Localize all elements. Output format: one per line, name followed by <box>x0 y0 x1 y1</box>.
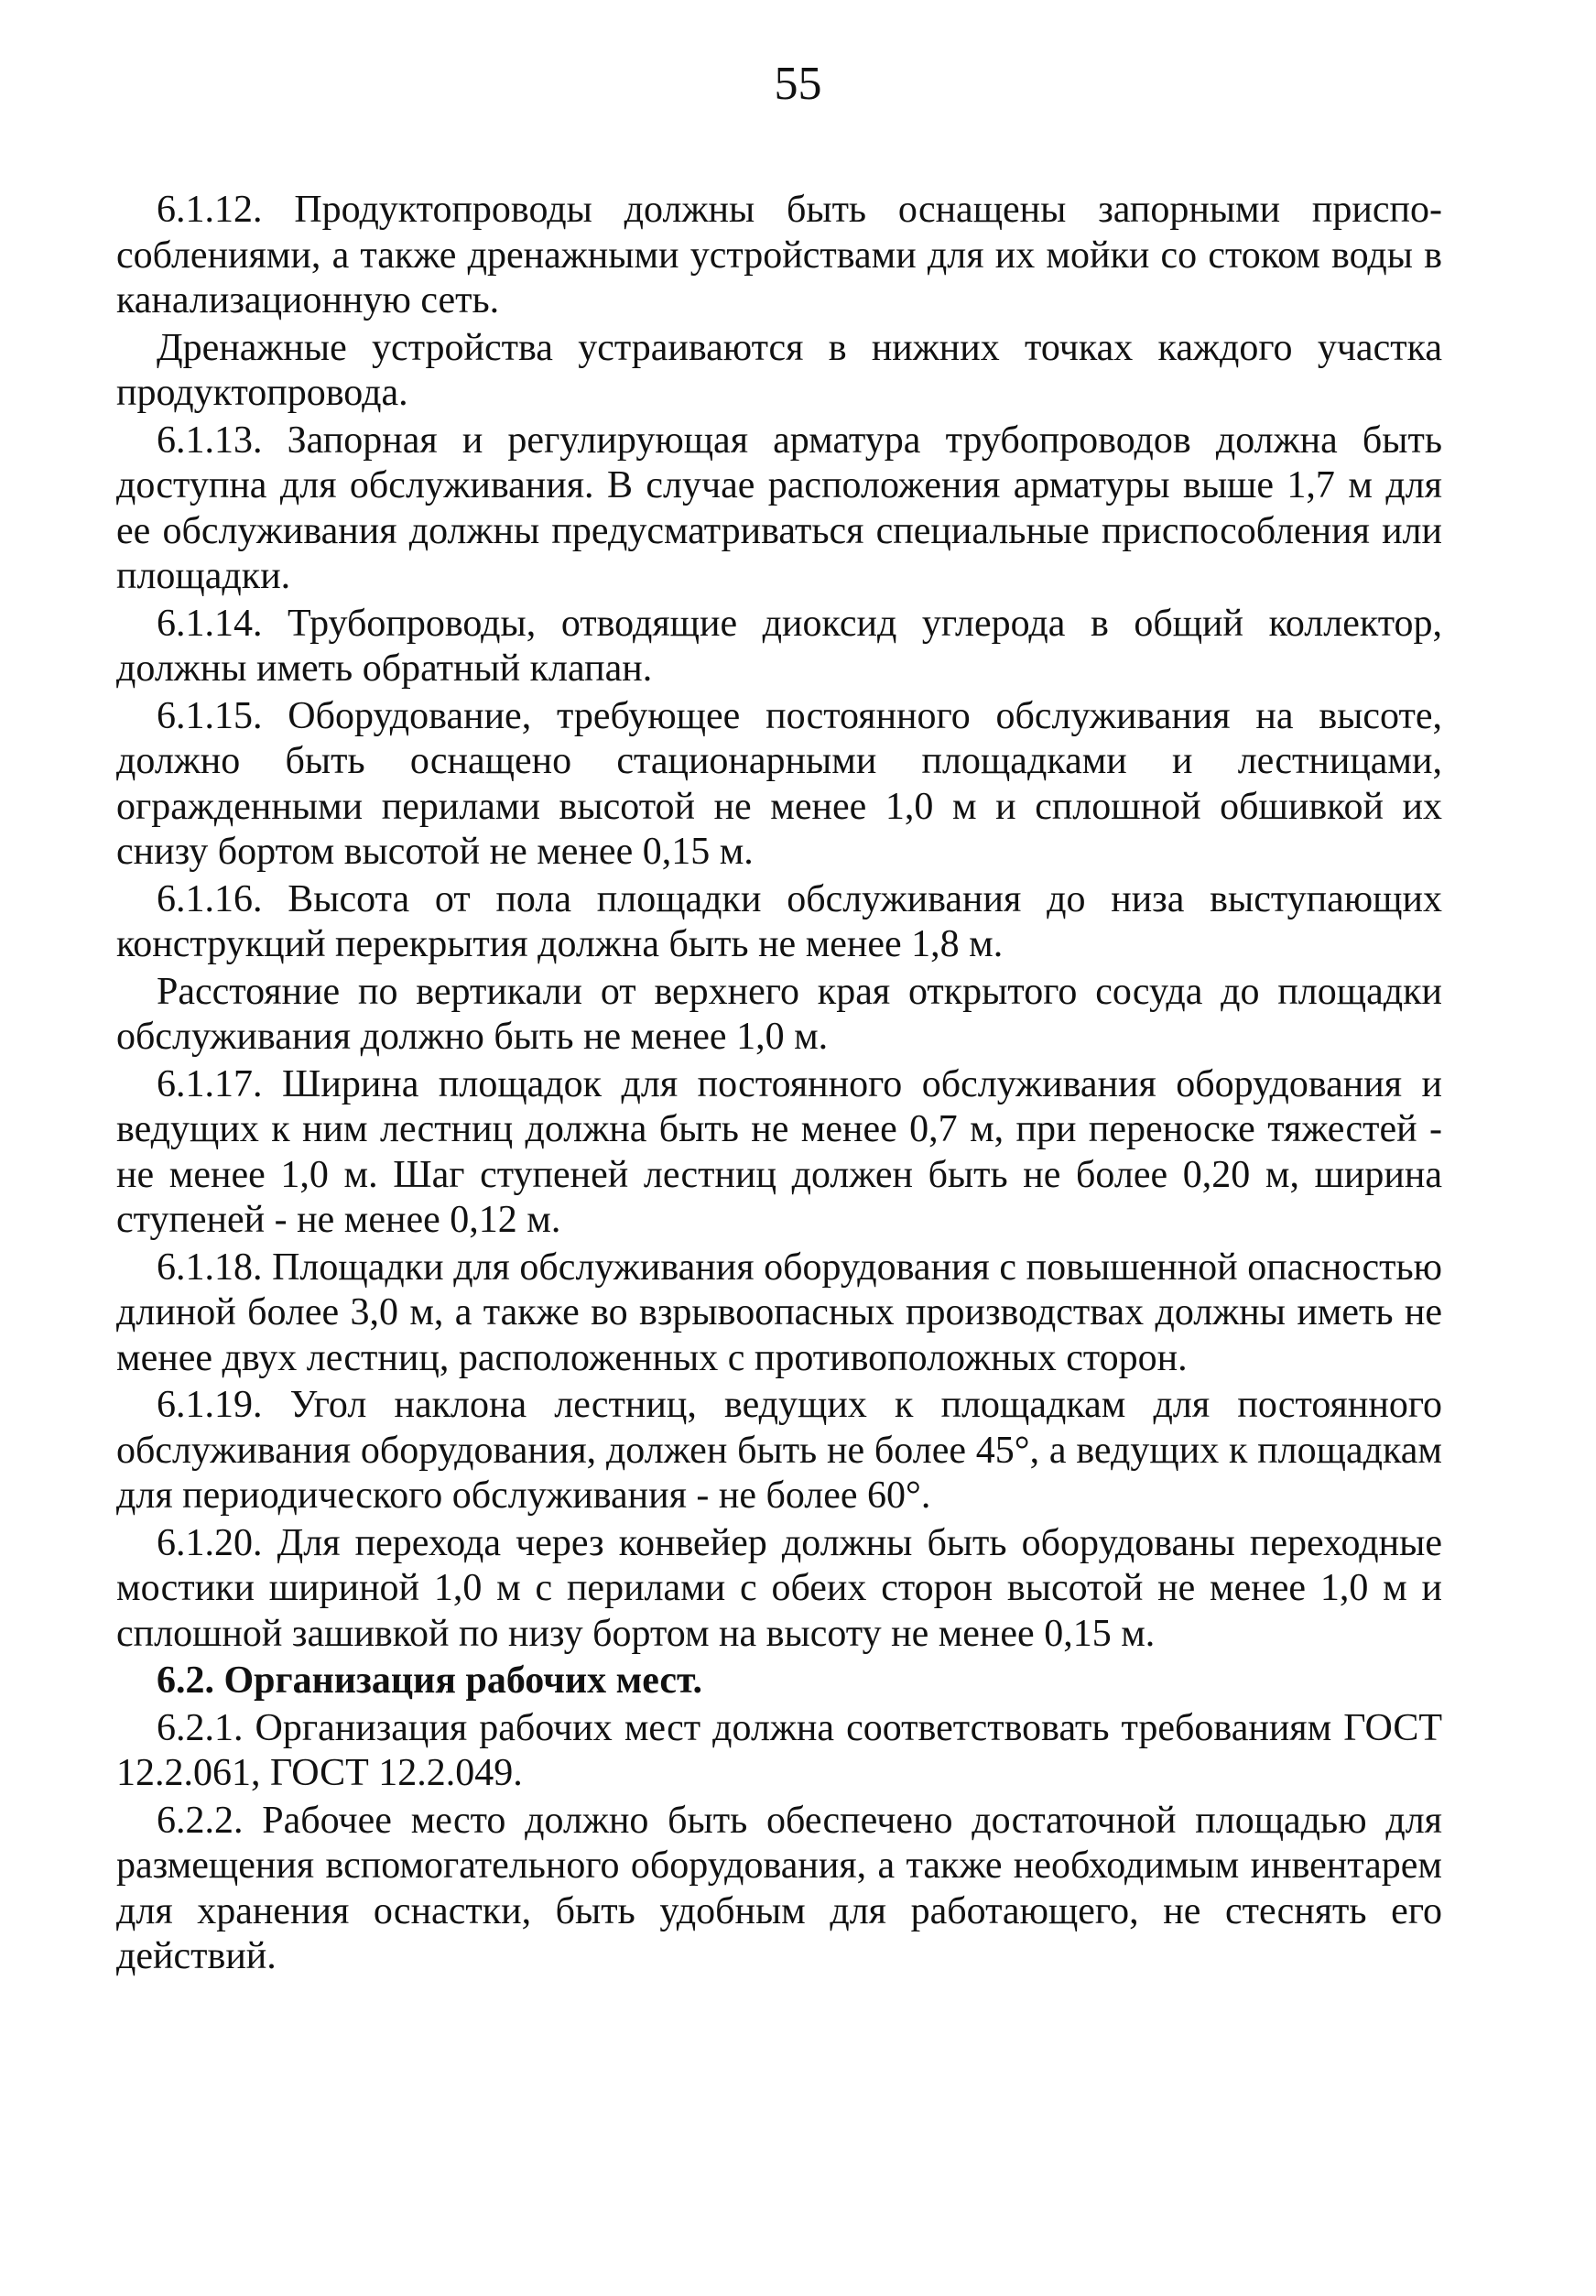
body-text <box>116 188 1442 1982</box>
paragraph-6-1-12: 6.1.12. Продуктопроводы должны быть оснащены запорными приспособлениями, а также дренажными устройствами для их мойки со стоком воды в канализационную сеть. <box>116 189 1442 321</box>
paragraph-drainage: Дренажные устройства устраиваются в нижних точках каждого участка продуктопровода. <box>116 326 1442 414</box>
page-number: 55 <box>774 58 822 110</box>
paragraph-6-1-16: 6.1.16. Высота от пола площадки обслуживания до низа выступающих конструкций перекрытия должна быть не менее 1,8 м. <box>116 877 1442 965</box>
paragraph-6-1-13: 6.1.13. Запорная и регулирующая арматура трубопроводов должна быть доступна для обслуживания. В случае расположения арматуры выше 1,7 м для ее обслуживания должны предусматриваться специальные приспособления или площадки. <box>116 419 1442 597</box>
paragraph-6-1-18: 6.1.18. Площадки для обслуживания оборудования с повышенной опасностью длиной более 3,0 м, а также во взрывоопасных производствах должны иметь не менее двух лестниц, расположенных с противоположных сторон. <box>116 1246 1442 1379</box>
section-heading-6-2: 6.2. Организация рабочих мест. <box>157 1659 702 1702</box>
paragraph-6-1-17: 6.1.17. Ширина площадок для постоянного обслуживания оборудования и ведущих к ним лестниц должна быть не менее 0,7 м, при переноске тяжестей - не менее 1,0 м. Шаг ступеней лестниц должен быть не более 0,20 м, ширина ступеней - не менее 0,12 м. <box>116 1062 1442 1241</box>
paragraph-6-1-20: 6.1.20. Для перехода через конвейер должны быть оборудованы переходные мостики шириной 1,0 м с перилами с обеих сторон высотой не менее 1,0 м и сплошной зашивкой по низу бортом на высоту не менее 0,15 м. <box>116 1521 1442 1655</box>
paragraph-6-2-2: 6.2.2. Рабочее место должно быть обеспечено достаточной площадью для размещения вспомогательного оборудования, а также необходимым инвентарем для хранения оснастки, быть удобным для работающего, не стеснять его действий. <box>116 1799 1442 1977</box>
paragraph-6-1-19: 6.1.19. Угол наклона лестниц, ведущих к площадкам для постоянного обслуживания оборудования, должен быть не более 45°, а ведущих к площадкам для периодического обслуживания - не более 60°. <box>116 1384 1442 1517</box>
paragraph-6-1-14: 6.1.14. Трубопроводы, отводящие диоксид углерода в общий коллектор, должны иметь обратный клапан. <box>116 602 1442 690</box>
paragraph-6-1-15: 6.1.15. Оборудование, требующее постоянного обслуживания на высоте, должно быть оснащено стационарными площадками и лестницами, огражденными перилами высотой не менее 1,0 м и сплошной обшивкой их снизу бортом высотой не менее 0,15 м. <box>116 694 1442 873</box>
paragraph-6-2-1: 6.2.1. Организация рабочих мест должна соответствовать требованиям ГОСТ 12.2.061, ГОСТ 12.2.049. <box>116 1706 1442 1794</box>
paragraph-vertical-distance: Расстояние по вертикали от верхнего края открытого сосуда до площадки обслуживания должно быть не менее 1,0 м. <box>116 970 1442 1058</box>
